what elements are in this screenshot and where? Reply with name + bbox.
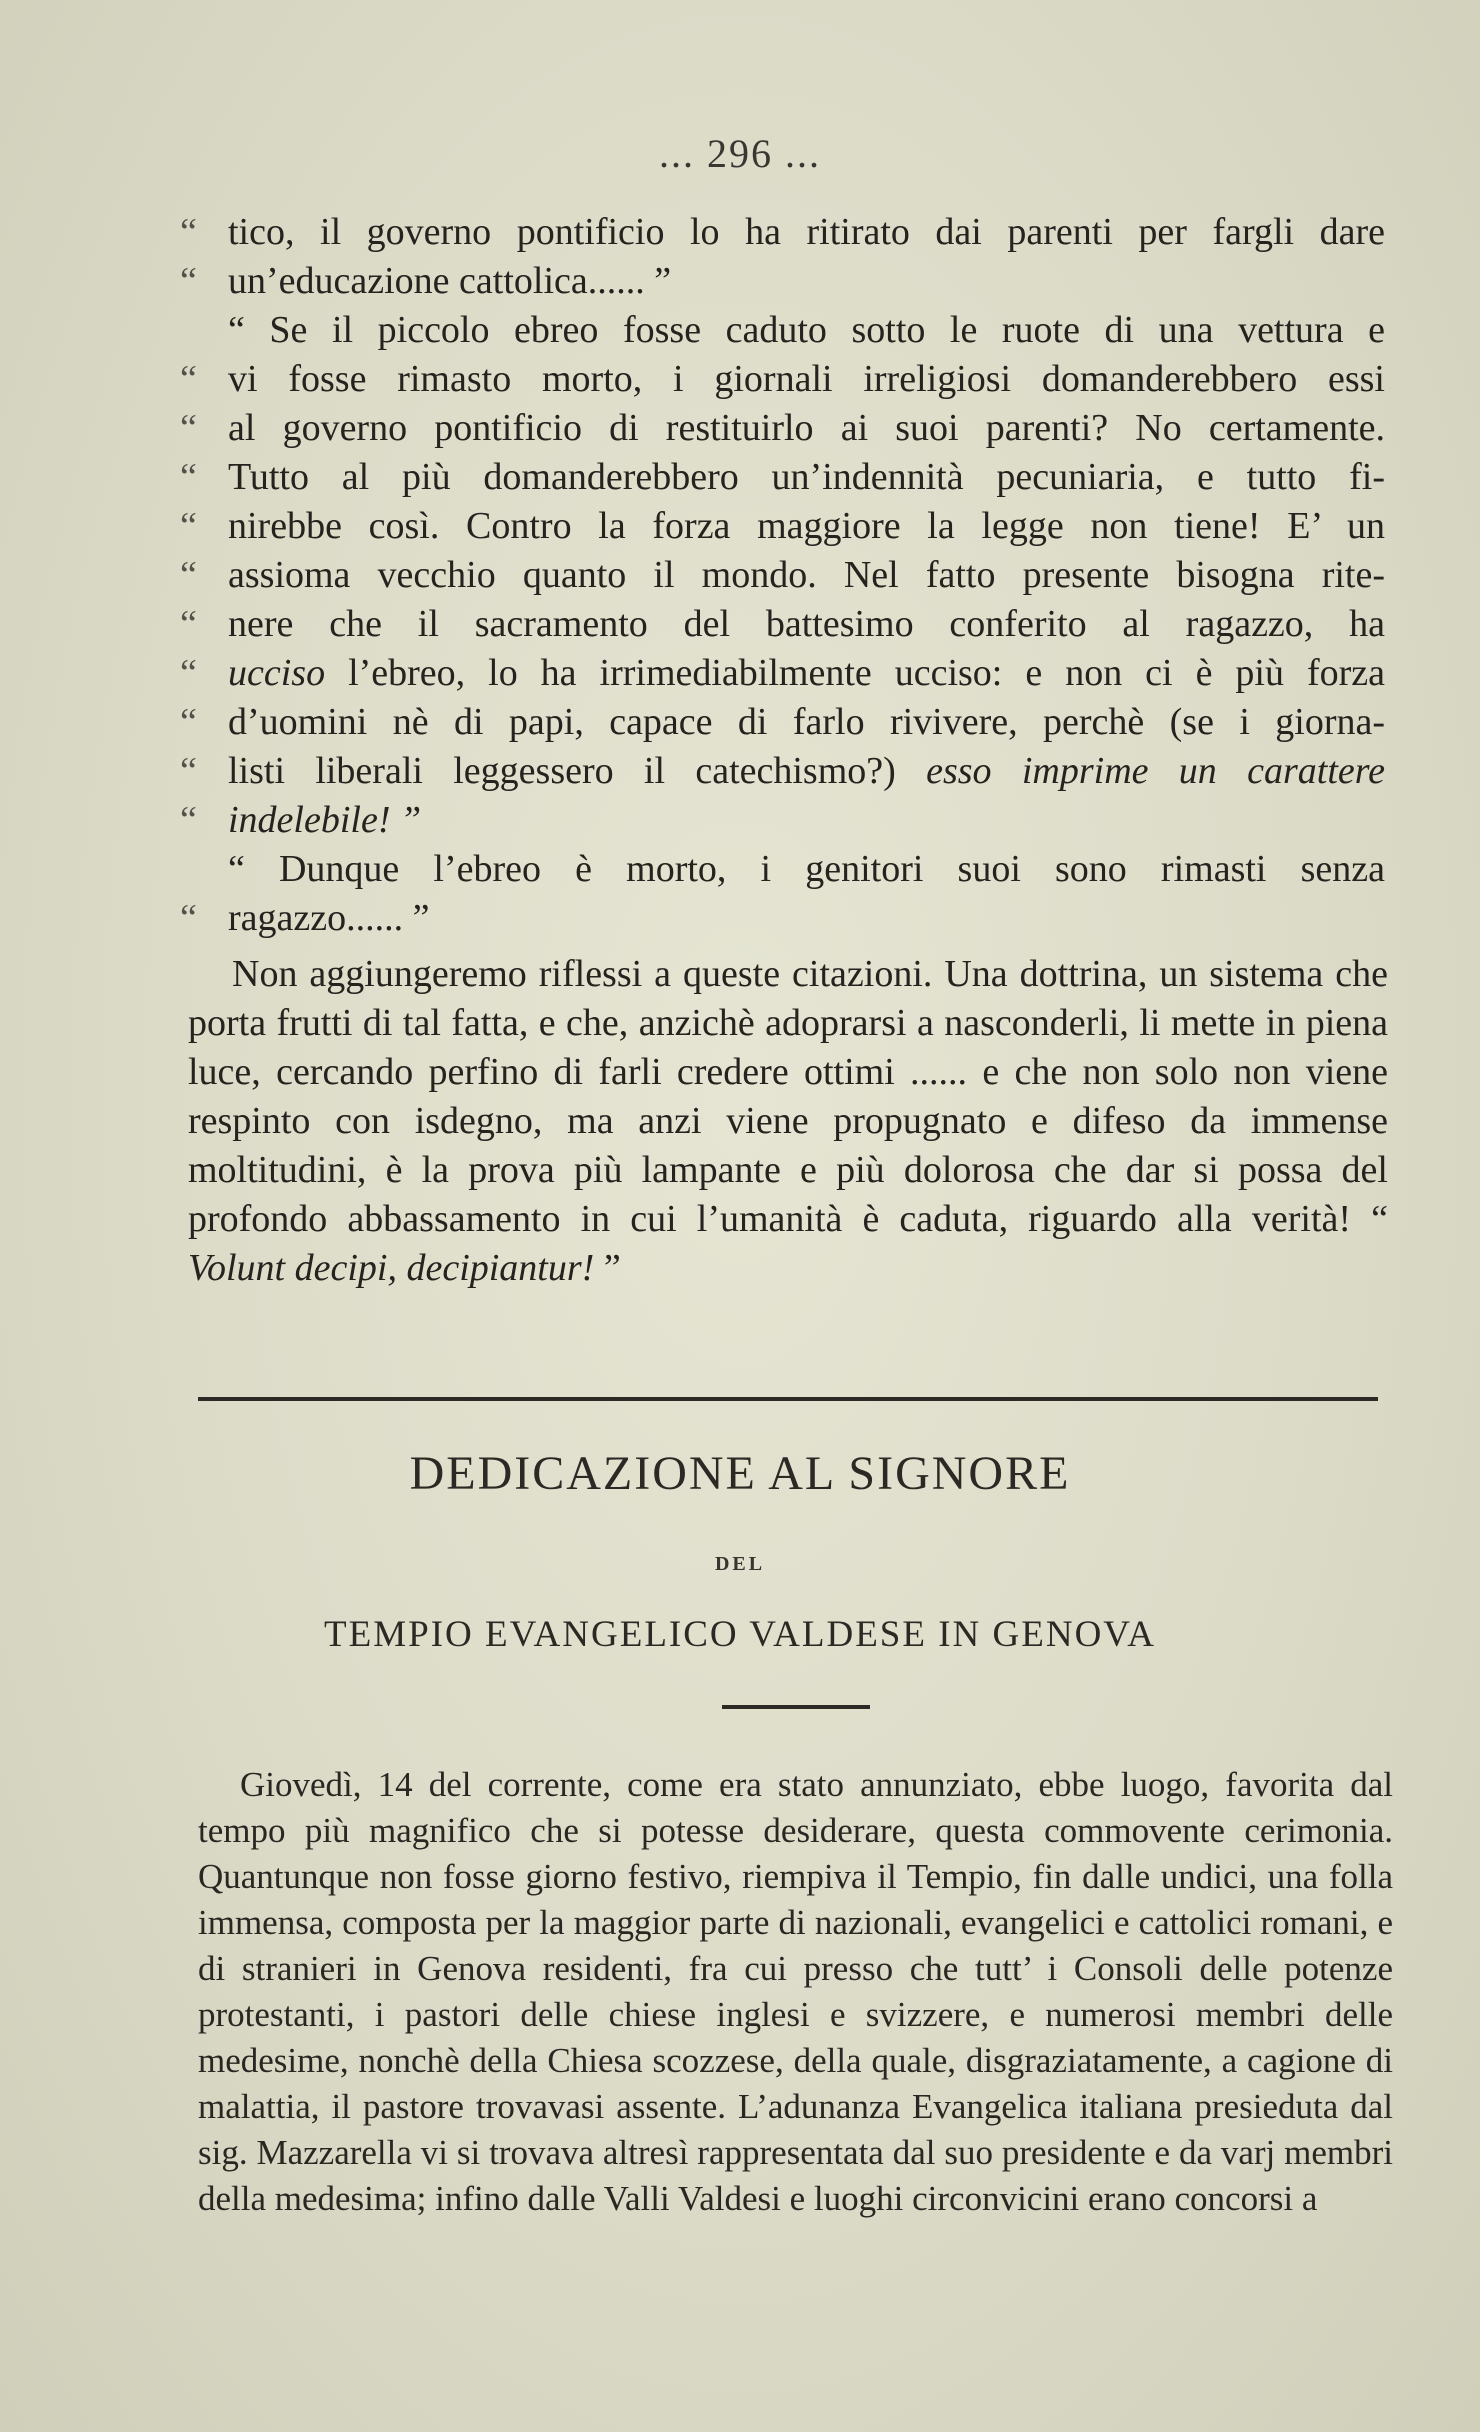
quote-mark: “	[180, 554, 197, 596]
section-divider	[198, 1397, 1378, 1401]
section-subtitle: TEMPIO EVANGELICO VALDESE IN GENOVA	[324, 1614, 1156, 1655]
listi-italic: esso imprime un carattere	[926, 750, 1385, 792]
tail-quote-close: ”	[603, 1247, 621, 1289]
quote-mark: “	[180, 358, 197, 400]
italic-ucciso: ucciso	[228, 652, 326, 694]
quote-mark: “	[180, 897, 197, 939]
paragraph-text: Non aggiungeremo riflessi a queste citazioni. Una dottrina, un sistema che porta frutti di tal fatta, e che, anzichè adoprarsi a nasconderli, li mette in piena luce, cercando perfino di farli credere ottimi ...... e che non solo non viene respinto con isdegno, ma anzi viene propugnato e difeso da immense moltitudini, è la prova più lampante e più dolorosa che dar si possa del profondo abbassamento in cui l’umanità è caduta, riguardo alla verità!	[188, 953, 1388, 1240]
latin-phrase: Volunt decipi, decipiantur!	[188, 1247, 595, 1289]
quote-line	[180, 355, 1385, 404]
quote-mark: “	[180, 603, 197, 645]
quote-mark: “	[180, 407, 197, 449]
quote-line	[180, 502, 1385, 551]
page-number: ... 296 ...	[659, 131, 821, 176]
quote-mark: “	[180, 456, 197, 498]
quote-line-text: nere che il sacramento del battesimo conferito al ragazzo, ha	[228, 603, 1385, 645]
ucciso-rest: l’ebreo, lo ha irrimediabilmente ucciso: e non ci è più forza	[348, 652, 1385, 694]
quote-line	[180, 649, 1385, 698]
quote-line	[180, 208, 1385, 257]
article-paragraph: Giovedì, 14 del corrente, come era stato annunziato, ebbe luogo, favorita dal tempo più magnifico che si potesse desiderare, questa commovente cerimonia. Quantunque non fosse giorno festivo, riempiva il Tempio, fin dalle undici, una folla immensa, composta per la maggior parte di nazionali, evangelici e cattolici romani, e di stranieri in Genova residenti, fra cui presso che tutt’ i Consoli delle potenze protestanti, i pastori delle chiese inglesi e svizzere, e numerosi membri delle medesime, nonchè della Chiesa scozzese, della quale, disgraziatamente, a cagione di malattia, il pastore trovavasi assente. L’adunanza Evangelica italiana presieduta dal sig. Mazzarella vi si trovava altresì rappresentata dal suo presidente e da varj membri della medesima; infino dalle Valli Valdesi e luoghi circonvicini erano concorsi a	[198, 1765, 1393, 2218]
quote-line-text	[228, 649, 1385, 698]
section-title: DEDICAZIONE AL SIGNORE	[409, 1447, 1071, 1500]
quote-line-text: al governo pontificio di restituirlo ai suoi parenti? No certamente.	[228, 407, 1385, 449]
quote-line	[180, 306, 1385, 355]
quote-line	[180, 404, 1385, 453]
quote-line-text: ragazzo...... ”	[228, 897, 430, 939]
quote-line	[180, 257, 1385, 306]
quote-line-text: vi fosse rimasto morto, i giornali irreligiosi domanderebbero essi	[228, 358, 1385, 400]
quote-line	[180, 600, 1385, 649]
quote-line	[180, 698, 1385, 747]
commentary-paragraph	[188, 950, 1388, 1293]
quote-mark: “	[180, 211, 197, 253]
quote-mark: “	[180, 701, 197, 743]
quoted-passage	[180, 208, 1385, 943]
indelebile-italic: indelebile! ”	[228, 799, 422, 841]
quote-line	[180, 747, 1385, 796]
quote-line	[180, 453, 1385, 502]
tail-quote-open: “	[1371, 1198, 1389, 1240]
quote-line-text: tico, il governo pontificio lo ha ritirato dai parenti per fargli dare	[228, 211, 1385, 253]
quote-line-text: un’educazione cattolica...... ”	[228, 260, 672, 302]
quote-line-text: assioma vecchio quanto il mondo. Nel fatto presente bisogna rite-	[228, 554, 1385, 596]
quote-mark: “	[180, 260, 197, 302]
quote-mark: “	[180, 799, 197, 841]
quote-mark: “	[180, 750, 197, 792]
quote-mark: “	[180, 505, 197, 547]
quote-line-text: Tutto al più domanderebbero un’indennità pecuniaria, e tutto fi-	[228, 456, 1385, 498]
title-underline	[722, 1705, 870, 1709]
quote-mark: “	[180, 652, 197, 694]
quote-line-text: “ Dunque l’ebreo è morto, i genitori suoi sono rimasti senza	[228, 848, 1385, 890]
listi-roman: listi liberali leggessero il catechismo?)	[228, 750, 896, 792]
section-title-connector: DEL	[714, 1553, 766, 1575]
quote-line	[180, 845, 1385, 894]
quote-line	[180, 551, 1385, 600]
quote-line	[180, 796, 1385, 845]
quote-line-text	[228, 747, 1385, 796]
quote-line-text	[228, 796, 1385, 845]
quote-line	[180, 894, 1385, 943]
quote-lines	[180, 208, 1385, 649]
quote-line-text: nirebbe così. Contro la forza maggiore la legge non tiene! E’ un	[228, 505, 1385, 547]
quote-line-text: d’uomini nè di papi, capace di farlo rivivere, perchè (se i giorna-	[228, 701, 1385, 743]
quote-line-text: “ Se il piccolo ebreo fosse caduto sotto le ruote di una vettura e	[228, 309, 1385, 351]
